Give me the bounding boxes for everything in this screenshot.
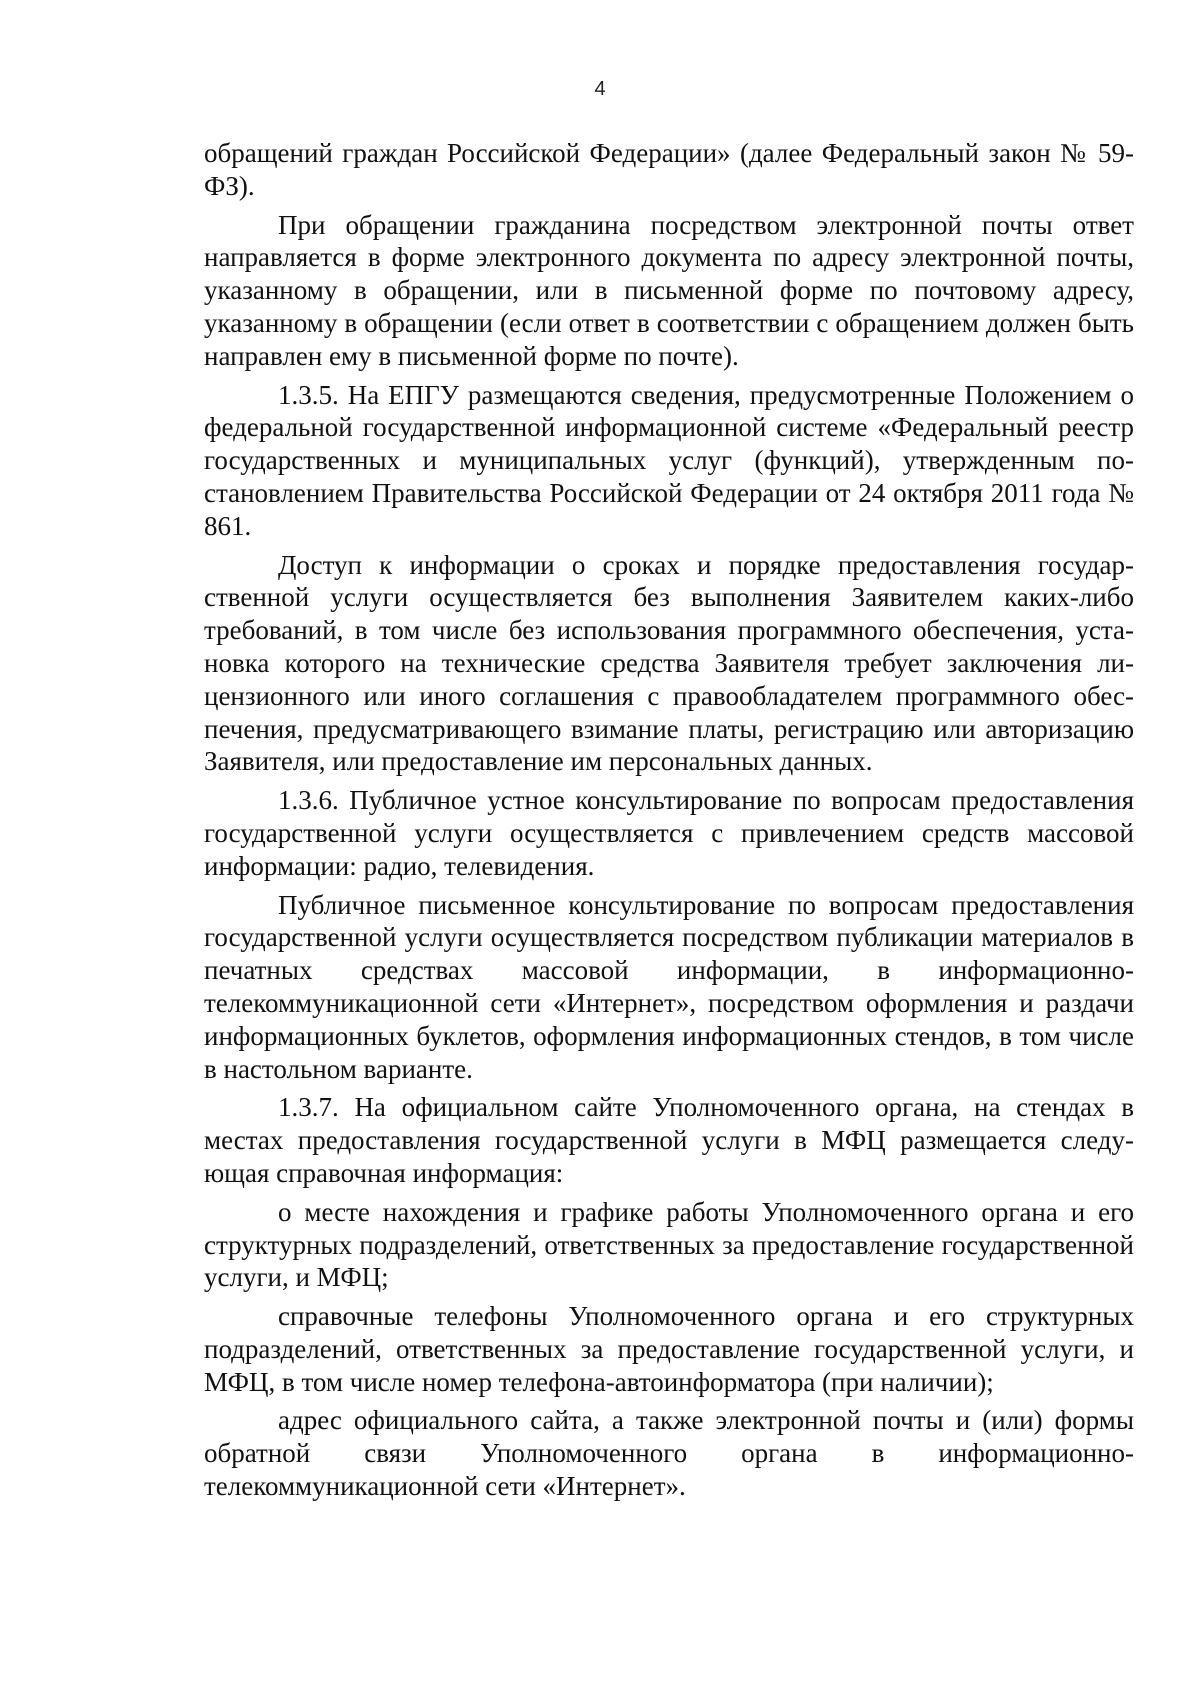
paragraph-location-schedule: о месте нахождения и графике работы Уполномоченного органа и его структурных подразделений, ответственных за предоставление государственной услуги, и МФЦ; [204,1196,1134,1293]
paragraph-1-3-7: 1.3.7. На официальном сайте Уполномоченного органа, на стендах в местах предоставления государственной услуги в МФЦ размещается следующая справочная информация: [204,1092,1134,1188]
paragraph-phones: справочные телефоны Уполномоченного органа и его структурных подразделений, ответственных за предоставление государственной услуги, и МФЦ, в том числе номер телефона-автоинформатора (при наличии); [204,1301,1134,1397]
paragraph-1-3-6: 1.3.6. Публичное устное консультирование по вопросам предоставления государственной услуги осуществляется с привлечением средств массовой информации: радио, телевидения. [204,785,1134,881]
paragraph-email-response: При обращении гражданина посредством электронной почты ответ направляется в форме электронного документа по адресу электронной почты, указанному в обращении, или в письменной форме по почтовому адресу, указанному в обращении (если ответ в соответствии с обращением должен быть направлен ему в письменной форме по почте). [204,209,1134,371]
paragraph-access-info: Доступ к информации о сроках и порядке предоставления государственной услуги осуществляется без выполнения Заявителем каких-либо требований, в том числе без использования программного обеспечения, установка которого на технические средства Заявителя требует заключения лицензионного или иного соглашения с правообладателем программного обеспечения, предусматривающего взимание платы, регистрацию или авторизацию Заявителя, или предоставление им персональных данных. [204,549,1134,777]
page-number: 4 [594,78,606,100]
paragraph-website: адрес официального сайта, а также электронной почты и (или) формы обратной связи Уполномоченного органа в информационно-телекоммуникационной сети «Интернет». [204,1405,1134,1502]
document-body [204,137,1134,1509]
paragraph-continuation: обращений граждан Российской Федерации» (далее Федеральный закон № 59-ФЗ). [204,138,1134,201]
paragraph-1-3-5: 1.3.5. На ЕПГУ размещаются сведения, предусмотренные Положением о федеральной государственной информационной системе «Федеральный реестр государственных и муниципальных услуг (функций), утвержденным постановлением Правительства Российской Федерации от 24 октября 2011 года № 861. [204,379,1134,541]
paragraph-public-written: Публичное письменное консультирование по вопросам предоставления государственной услуги осуществляется посредством публикации материалов в печатных средствах массовой информации, в информационно-телекоммуникационной сети «Интернет», посредством оформления и раздачи информационных буклетов, оформления информационных стендов, в том числе в настольном варианте. [204,889,1134,1084]
